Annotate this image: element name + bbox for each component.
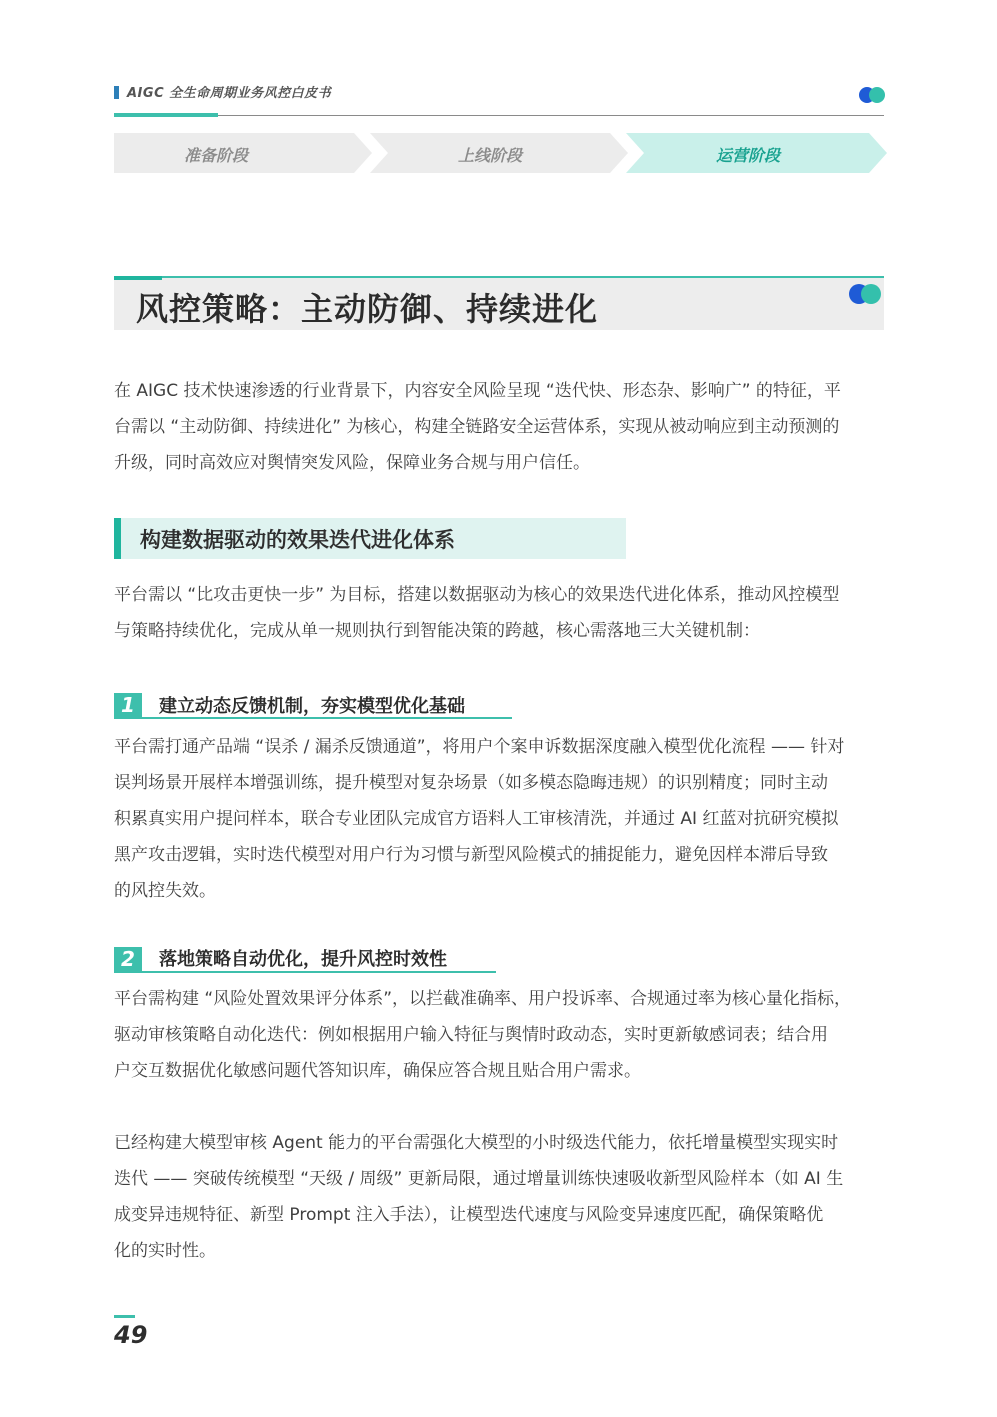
item-number-badge: 2 (114, 947, 142, 971)
intro-line: 升级，同时高效应对舆情突发风险，保障业务合规与用户信任。 (114, 453, 590, 473)
stage-label-operate: 运营阶段 (716, 146, 781, 165)
subsection-title: 构建数据驱动的效果迭代进化体系 (140, 528, 455, 552)
closing-line: 化的实时性。 (114, 1241, 216, 1261)
item-line: 黑产攻击逻辑，实时迭代模型对用户行为习惯与新型风险模式的捕捉能力，避免因样本滞后导致 (114, 845, 828, 865)
subsection-accent-bar (114, 518, 121, 559)
section-dots-icon (849, 284, 881, 304)
item-line: 积累真实用户提问样本，联合专业团队完成官方语料人工审核清洗，并通过 AI 红蓝对抗研究模拟 (114, 809, 839, 829)
item-underline (114, 971, 496, 973)
intro-paragraph (114, 373, 884, 481)
intro-line: 在 AIGC 技术快速渗透的行业背景下，内容安全风险呈现 “迭代快、形态杂、影响广” 的特征，平 (114, 381, 841, 401)
item-paragraph (114, 729, 884, 909)
item-underline (114, 717, 512, 719)
page-number: 49 (114, 1321, 148, 1349)
brand-dots-icon (859, 87, 885, 103)
page-number-accent (114, 1315, 135, 1318)
document-title: AIGC 全生命周期业务风控白皮书 (127, 86, 332, 101)
stage-label-launch: 上线阶段 (458, 146, 523, 165)
item-number-badge: 1 (114, 693, 142, 717)
stage-progress-bar (114, 133, 889, 173)
item-line: 平台需构建 “风险处置效果评分体系”，以拦截准确率、用户投诉率、合规通过率为核心量化指标， (114, 989, 852, 1009)
subsection-line: 与策略持续优化，完成从单一规则执行到智能决策的跨越，核心需落地三大关键机制： (114, 621, 760, 641)
section-accent (114, 276, 162, 280)
item-paragraph (114, 981, 884, 1089)
intro-line: 台需以 “主动防御、持续进化” 为核心，构建全链路安全运营体系，实现从被动响应到主动预测的 (114, 417, 840, 437)
item-line: 户交互数据优化敏感问题代答知识库，确保应答合规且贴合用户需求。 (114, 1061, 641, 1081)
header-marker (114, 86, 119, 99)
closing-paragraph (114, 1125, 884, 1269)
item-line: 驱动审核策略自动化迭代：例如根据用户输入特征与舆情时政动态，实时更新敏感词表；结合用 (114, 1025, 828, 1045)
header-accent (114, 113, 218, 117)
item-title: 落地策略自动优化，提升风控时效性 (159, 949, 447, 970)
stage-label-prepare: 准备阶段 (184, 146, 249, 165)
section-title: 风控策略：主动防御、持续进化 (136, 290, 599, 328)
item-line: 误判场景开展样本增强训练，提升模型对复杂场景（如多模态隐晦违规）的识别精度；同时主动 (114, 773, 828, 793)
closing-line: 已经构建大模型审核 Agent 能力的平台需强化大模型的小时级迭代能力，依托增量模型实现实时 (114, 1133, 839, 1153)
item-line: 平台需打通产品端 “误杀 / 漏杀反馈通道”，将用户个案申诉数据深度融入模型优化流程 —— 针对 (114, 737, 845, 757)
item-title: 建立动态反馈机制，夯实模型优化基础 (159, 696, 465, 717)
item-line: 的风控失效。 (114, 881, 216, 901)
header-divider (114, 115, 884, 116)
closing-line: 迭代 —— 突破传统模型 “天级 / 周级” 更新局限，通过增量训练快速吸收新型风险样本（如 AI 生 (114, 1169, 844, 1189)
subsection-paragraph (114, 577, 884, 649)
closing-line: 成变异违规特征、新型 Prompt 注入手法），让模型迭代速度与风险变异速度匹配，确保策略优 (114, 1205, 824, 1225)
subsection-line: 平台需以 “比攻击更快一步” 为目标，搭建以数据驱动为核心的效果迭代进化体系，推动风控模型 (114, 585, 840, 605)
section-top-rule (114, 276, 884, 278)
